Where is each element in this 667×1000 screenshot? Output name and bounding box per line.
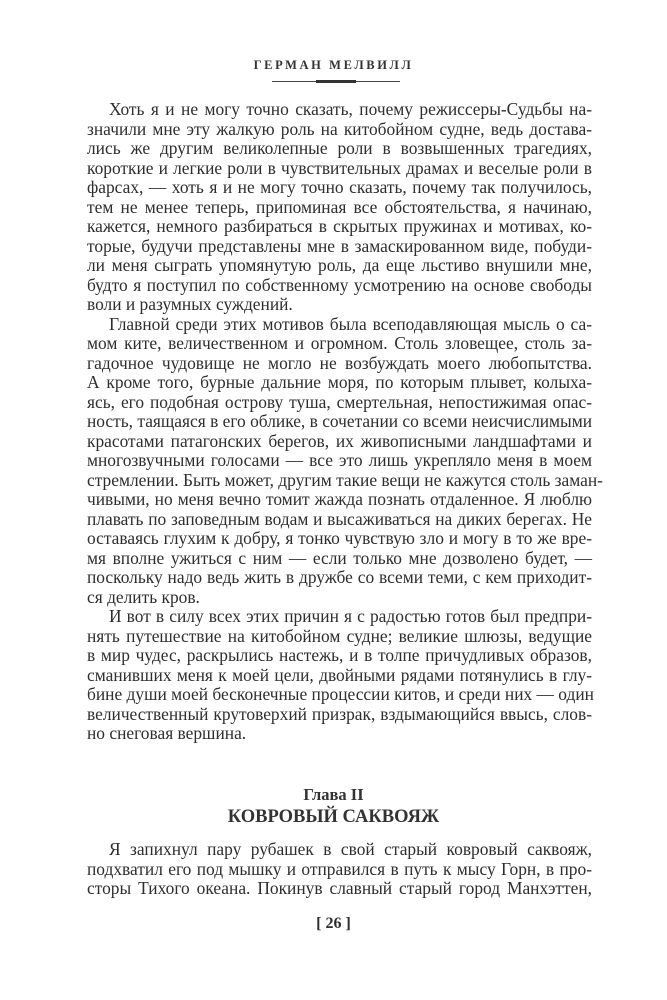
text-line: И вот в силу всех этих причин я с радостью готов был предпри- xyxy=(109,606,592,626)
text-line: величественный крутоверхий призрак, вздымающийся ввысь, слов- xyxy=(87,703,592,724)
text-line: мом ките, величественном и огромном. Столь зловещее, столь за- xyxy=(87,333,592,353)
text-line: многозвучными голосами — все это лишь укрепляло меня в моем xyxy=(87,450,592,470)
text-line: поскольку надо ведь жить в дружбе со всеми теми, с кем приходит- xyxy=(87,567,592,587)
paragraph xyxy=(87,840,592,899)
text-line: красотами патагонских берегов, их живописными ландшафтами и xyxy=(87,430,592,451)
text-line: стремлении. Быть может, другим такие вещи не кажутся столь заман- xyxy=(87,469,603,490)
text-line: фарсах, — хоть я и не могу точно сказать, почему так получилось, xyxy=(87,177,592,197)
text-line: торые, будучи представлены мне в замаскированном виде, побуди- xyxy=(87,235,592,256)
paragraph xyxy=(87,100,592,315)
text-line: будто я поступил по собственному усмотрению на основе свободы xyxy=(87,274,592,295)
text-line: оставаясь глухим к добру, я тонко чувствую зло и могу в то же вре- xyxy=(87,528,592,548)
text-line: чивыми, но меня вечно томит жажда познать отдаленное. Я люблю xyxy=(87,489,592,509)
text-line: Главной среди этих мотивов была всеподавляющая мысль о са- xyxy=(109,313,592,334)
text-line: короткие и легкие роли в чувствительных драмах и веселые роли в xyxy=(87,157,592,178)
text-line: подхватил его под мышку и отправился в путь к мысу Горн, в про- xyxy=(87,858,592,879)
text-line: А кроме того, бурные дальние моря, по которым плывет, колыха- xyxy=(87,372,592,392)
text-line: нять путешествие на китобойном судне; великие шлюзы, ведущие xyxy=(87,625,592,646)
text-line: Я запихнул пару рубашек в свой старый ковровый саквояж, xyxy=(109,839,592,859)
text-line: ся делить кров. xyxy=(87,586,200,607)
text-line: но снеговая вершина. xyxy=(87,723,247,743)
text-line: ясь, его подобная острову туша, смертельная, непостижимая опас- xyxy=(87,391,592,412)
text-line: мя вполне ужиться с ним — если только мне дозволено будет, — xyxy=(87,547,592,568)
chapter-number: Глава II xyxy=(303,785,364,804)
header-rule xyxy=(272,81,400,82)
text-line: ли меня сыграть упомянутую роль, да еще льстиво внушили мне, xyxy=(87,255,592,275)
text-line: значили мне эту жалкую роль на китобойном судне, ведь достава- xyxy=(87,118,592,139)
text-line: тем не менее теперь, припоминая все обстоятельства, я начинаю, xyxy=(87,196,592,217)
chapter-title: КОВРОВЫЙ САКВОЯЖ xyxy=(227,807,440,827)
text-line: гадочное чудовище не могло не возбуждать моего любопытства. xyxy=(87,352,592,373)
text-line: лись же другим великолепные роли в возвышенных трагедиях, xyxy=(87,138,592,158)
text-line: в мир чудес, раскрылись настежь, и в толпе причудливых образов, xyxy=(87,645,592,665)
body-text xyxy=(87,99,603,744)
text-line: кажется, немного разбираться в скрытых пружинах и мотивах, ко- xyxy=(87,216,592,236)
text-line: сторы Тихого океана. Покинув славный старый город Манхэттен, xyxy=(87,878,592,898)
chapter-body-text xyxy=(87,840,592,899)
running-header: ГЕРМАН МЕЛВИЛЛ xyxy=(253,58,414,72)
text-line: плавать по заповедным водам и высаживаться на диких берегах. Не xyxy=(87,508,592,529)
text-line: ность, таящаяся в его облике, в сочетании со всеми неисчислимыми xyxy=(87,411,593,431)
paragraph xyxy=(87,607,592,744)
text-line: бине души моей бесконечные процессии китов, и среди них — один xyxy=(87,684,594,704)
text-line: воли и разумных суждений. xyxy=(87,294,293,314)
paragraph xyxy=(87,313,603,608)
text-line: Хоть я и не могу точно сказать, почему режиссеры-Судьбы на- xyxy=(109,99,592,119)
text-line: сманивших меня к моей цели, двойными рядами потянулись в глу- xyxy=(87,664,592,685)
page-number: [ 26 ] xyxy=(316,915,351,932)
